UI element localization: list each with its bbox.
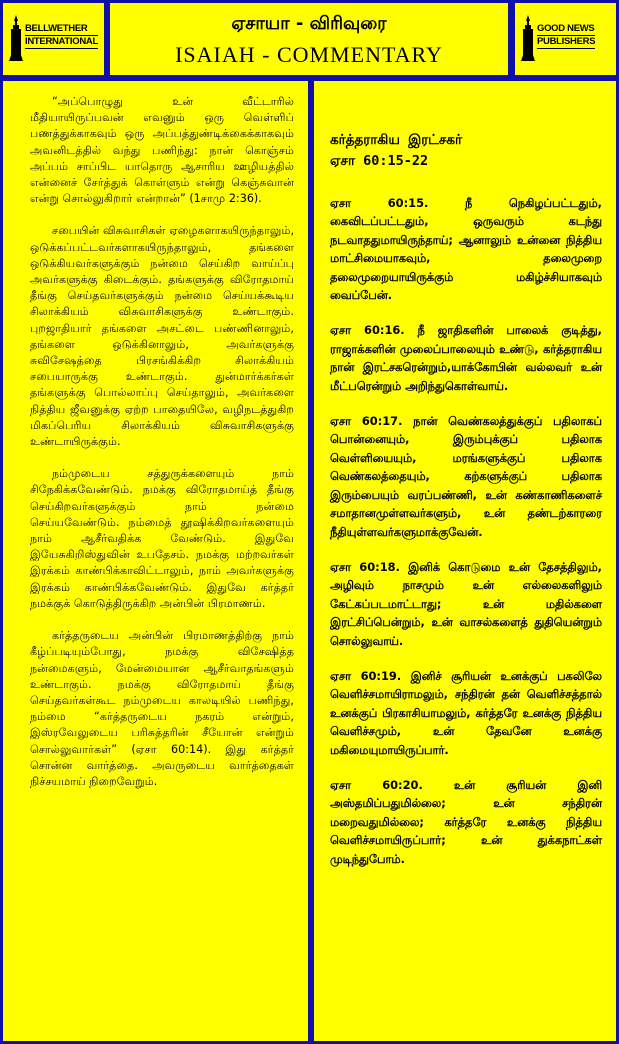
section-heading-reference: ஏசா 60:15-22 — [330, 153, 429, 169]
left-column-text — [30, 94, 294, 790]
good-news-logo-icon — [521, 15, 535, 61]
good-news-line2: PUBLISHERS — [537, 36, 596, 47]
title-english: ISAIAH - COMMENTARY — [175, 42, 443, 67]
section-heading — [330, 130, 602, 172]
verse-60-15: ஏசா 60:15. நீ நெகிழப்பட்டதும், கைவிடப்பட்டதும், ஒருவரும் கடந்து நடவாததுமாயிருந்தாய்; ஆனாலும் உன்னை நித்திய மாட்சிமையாகவும், தலைமுறை தலைமுறையாயிருக்கும் மகிழ்ச்சியாகவும் வைப்பேன். — [330, 196, 602, 303]
bellwether-logo-icon — [9, 15, 23, 61]
verse-60-20: ஏசா 60:20. உன் சூரியன் இனி அஸ்தமிப்பதுமில்லை; உன் சந்திரன் மறைவதுமில்லை; கர்த்தரே உனக்கு நித்திய வெளிச்சமாயிருப்பார்; உன் துக்கநாட்கள் முடிந்துபோம். — [330, 777, 602, 866]
right-column — [314, 81, 616, 1041]
verse-60-18: ஏசா 60:18. இனிக் கொடுமை உன் தேசத்திலும், அழிவும் நாசமும் உன் எல்லைகளிலும் கேட்கப்படமாட்டாது; உன் மதில்களை இரட்சிப்பென்றும், உன் வாசல்களைத் துதியென்றும் சொல்லுவாய். — [330, 559, 602, 648]
left-paragraph-1: “அப்பொழுது உன் வீட்டாரில் மீதியாயிருப்பவன் எவனும் ஒரு வெள்ளிப் பணத்துக்காகவும் ஒரு அப்பத்துண்டிக்கைக்காகவும் அவனிடத்தில் வந்து பணிந்து: நான் கொஞ்சம் அப்பம் சாப்பிட யாதொரு ஆசாரிய ஊழியத்தில் என்னைச் சேர்த்துக் கொள்ளும் என்று கெஞ்சுவான் என்று சொல்லுகிறார் என்றான்” (1சாமு 2:36). — [30, 95, 294, 206]
good-news-line1: GOOD NEWS — [537, 23, 595, 34]
bellwether-logo — [9, 13, 98, 65]
section-heading-title: கர்த்தராகிய இரட்சகர் — [330, 132, 463, 148]
header-left-logo-panel — [3, 3, 104, 75]
good-news-logo — [521, 13, 610, 65]
header-right-logo-panel — [515, 3, 616, 75]
left-paragraph-2: சபையின் விசுவாசிகள் ஏழைகளாகயிருந்தாலும், ஒடுக்கப்பட்டவர்களாகயிருந்தாலும், தங்களை ஒடுக்கியவர்களுக்கும் நன்மை செய்கிற வாய்ப்பு அவர்களுக்கு கிடைக்கும். தங்களுக்கு விரோதமாய் தீங்கு செய்தவர்களுக்கும் நன்மை செய்யக்கூடிய சிலாக்கியம் விசுவாசிகளுக்கு உண்டாகும். புறஜாதியார் தங்களை அசட்டை பண்ணினாலும், தங்களை ஒடுக்கினாலும், அவர்களுக்கு சுவிசேஷத்தை பிரசங்கிக்கிற சிலாக்கியம் சபையாருக்கு உண்டாகும். துன்மார்க்கர்கள் தங்களுக்கு பொல்லாப்பு செய்தாலும், அவர்களை நித்திய ஜீவனுக்கு ஏற்ற பாதையிலே, வழிநடத்துகிற மிகப்பெரிய சிலாக்கியம் விசுவாசிகளுக்கு உண்டாயிருக்கும். — [30, 224, 294, 449]
verse-60-19: ஏசா 60:19. இனிச் சூரியன் உனக்குப் பகலிலே வெளிச்சமாயிராமலும், சந்திரன் தன் வெளிச்சத்தால் உனக்குப் பிரகாசியாமலும், கர்த்தரே உனக்கு நித்திய வெளிச்சமும், உன் தேவனே உனக்கு மகிமையுமாயிருப்பார். — [330, 668, 602, 757]
verse-60-17: ஏசா 60:17. நான் வெண்கலத்துக்குப் பதிலாகப் பொன்னையும், இரும்புக்குப் பதிலாக வெள்ளியையும், மரங்களுக்குப் பதிலாக வெண்கலத்தையும், கற்களுக்குப் பதிலாக இரும்பையும் வரப்பண்ணி, உன் கண்காணிகளைச் சமாதானமுள்ளவர்களும், உன் தண்டற்காரரை நீதியுள்ளவர்களுமாக்குவேன். — [330, 414, 602, 539]
title-tamil: ஏசாயா - விரிவுரை — [231, 13, 387, 34]
left-paragraph-4: கர்த்தருடைய அன்பின் பிரமாணத்திற்கு நாம் கீழ்ப்படியும்போது, நமக்கு விசேஷித்த நன்மைகளும், மேன்மையான ஆசீர்வாதங்களும் உண்டாகும். நமக்கு விரோதமாய் தீங்கு செய்தவர்கள்கூட நம்முடைய காலடியில் பணிந்து, நம்மை “கர்த்தருடைய நகரம் என்றும், இஸ்ரவேலுடைய பரிசுத்தரின் சீயோன் என்றும் சொல்லுவார்கள்” (ஏசா 60:14). இது கர்த்தர் சொன்ன வார்த்தை. அவருடைய வார்த்தைகள் நிச்சயமாய் நிறைவேறும். — [30, 629, 294, 788]
header-title-panel — [110, 3, 508, 75]
bellwether-line2: INTERNATIONAL — [25, 36, 98, 47]
left-paragraph-3: நம்முடைய சத்துருக்களையும் நாம் சிநேகிக்கவேண்டும். நமக்கு விரோதமாய்த் தீங்கு செய்கிறவர்களுக்கும் நாம் நன்மை செய்யவேண்டும். நம்மைத் தூஷிக்கிறவர்களையும் நாம் ஆசீர்வதிக்க வேண்டும். இதுவே இயேசுகிறிஸ்துவின் உபதேசம். நமக்கு மற்றவர்கள் இரக்கம் காண்பிக்காவிட்டாலும், நாம் அவர்களுக்கு இரக்கம் காண்பிக்கவேண்டும். இதுவே கர்த்தர் நமக்குக் கொடுத்திருக்கிற அன்பின் பிரமாணம். — [30, 467, 294, 610]
verse-60-16: ஏசா 60:16. நீ ஜாதிகளின் பாலைக் குடித்து, ராஜாக்களின் முலைப்பாலையும் உண்டு, கர்த்தராகிய நான் இரட்சகரென்றும்,யாக்கோபின் வல்லவர் உன் மீட்பரென்றும் அறிந்துகொள்வாய். — [330, 323, 602, 393]
bellwether-line1: BELLWETHER — [25, 23, 98, 36]
left-column — [3, 81, 308, 1041]
right-column-text — [330, 130, 602, 885]
